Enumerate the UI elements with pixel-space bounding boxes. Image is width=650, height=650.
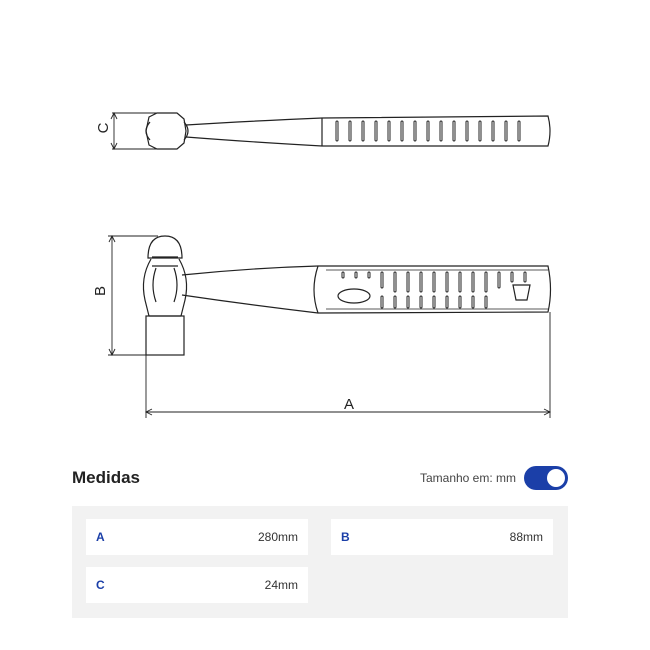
measure-cell-a [86, 519, 308, 555]
toggle-knob [547, 469, 565, 487]
dimension-label-c: C [95, 122, 112, 134]
measure-value: 88mm [509, 530, 543, 544]
measure-cell-c [86, 567, 308, 603]
measure-value: 24mm [264, 578, 298, 592]
measures-title: Medidas [72, 468, 141, 487]
measure-key: A [96, 530, 105, 544]
top-view [111, 113, 550, 149]
dimension-label-b: B [92, 285, 109, 297]
unit-label: Tamanho em: mm [419, 471, 516, 485]
measure-key: B [341, 530, 350, 544]
measure-key: C [96, 578, 105, 592]
unit-selector [420, 466, 568, 490]
unit-toggle[interactable] [524, 466, 568, 490]
measure-value: 280mm [257, 530, 298, 544]
measure-cell-b [331, 519, 553, 555]
measures-header [72, 464, 568, 494]
measures-panel [72, 506, 568, 618]
dimension-label-a: A [343, 396, 355, 413]
side-view [108, 236, 551, 418]
